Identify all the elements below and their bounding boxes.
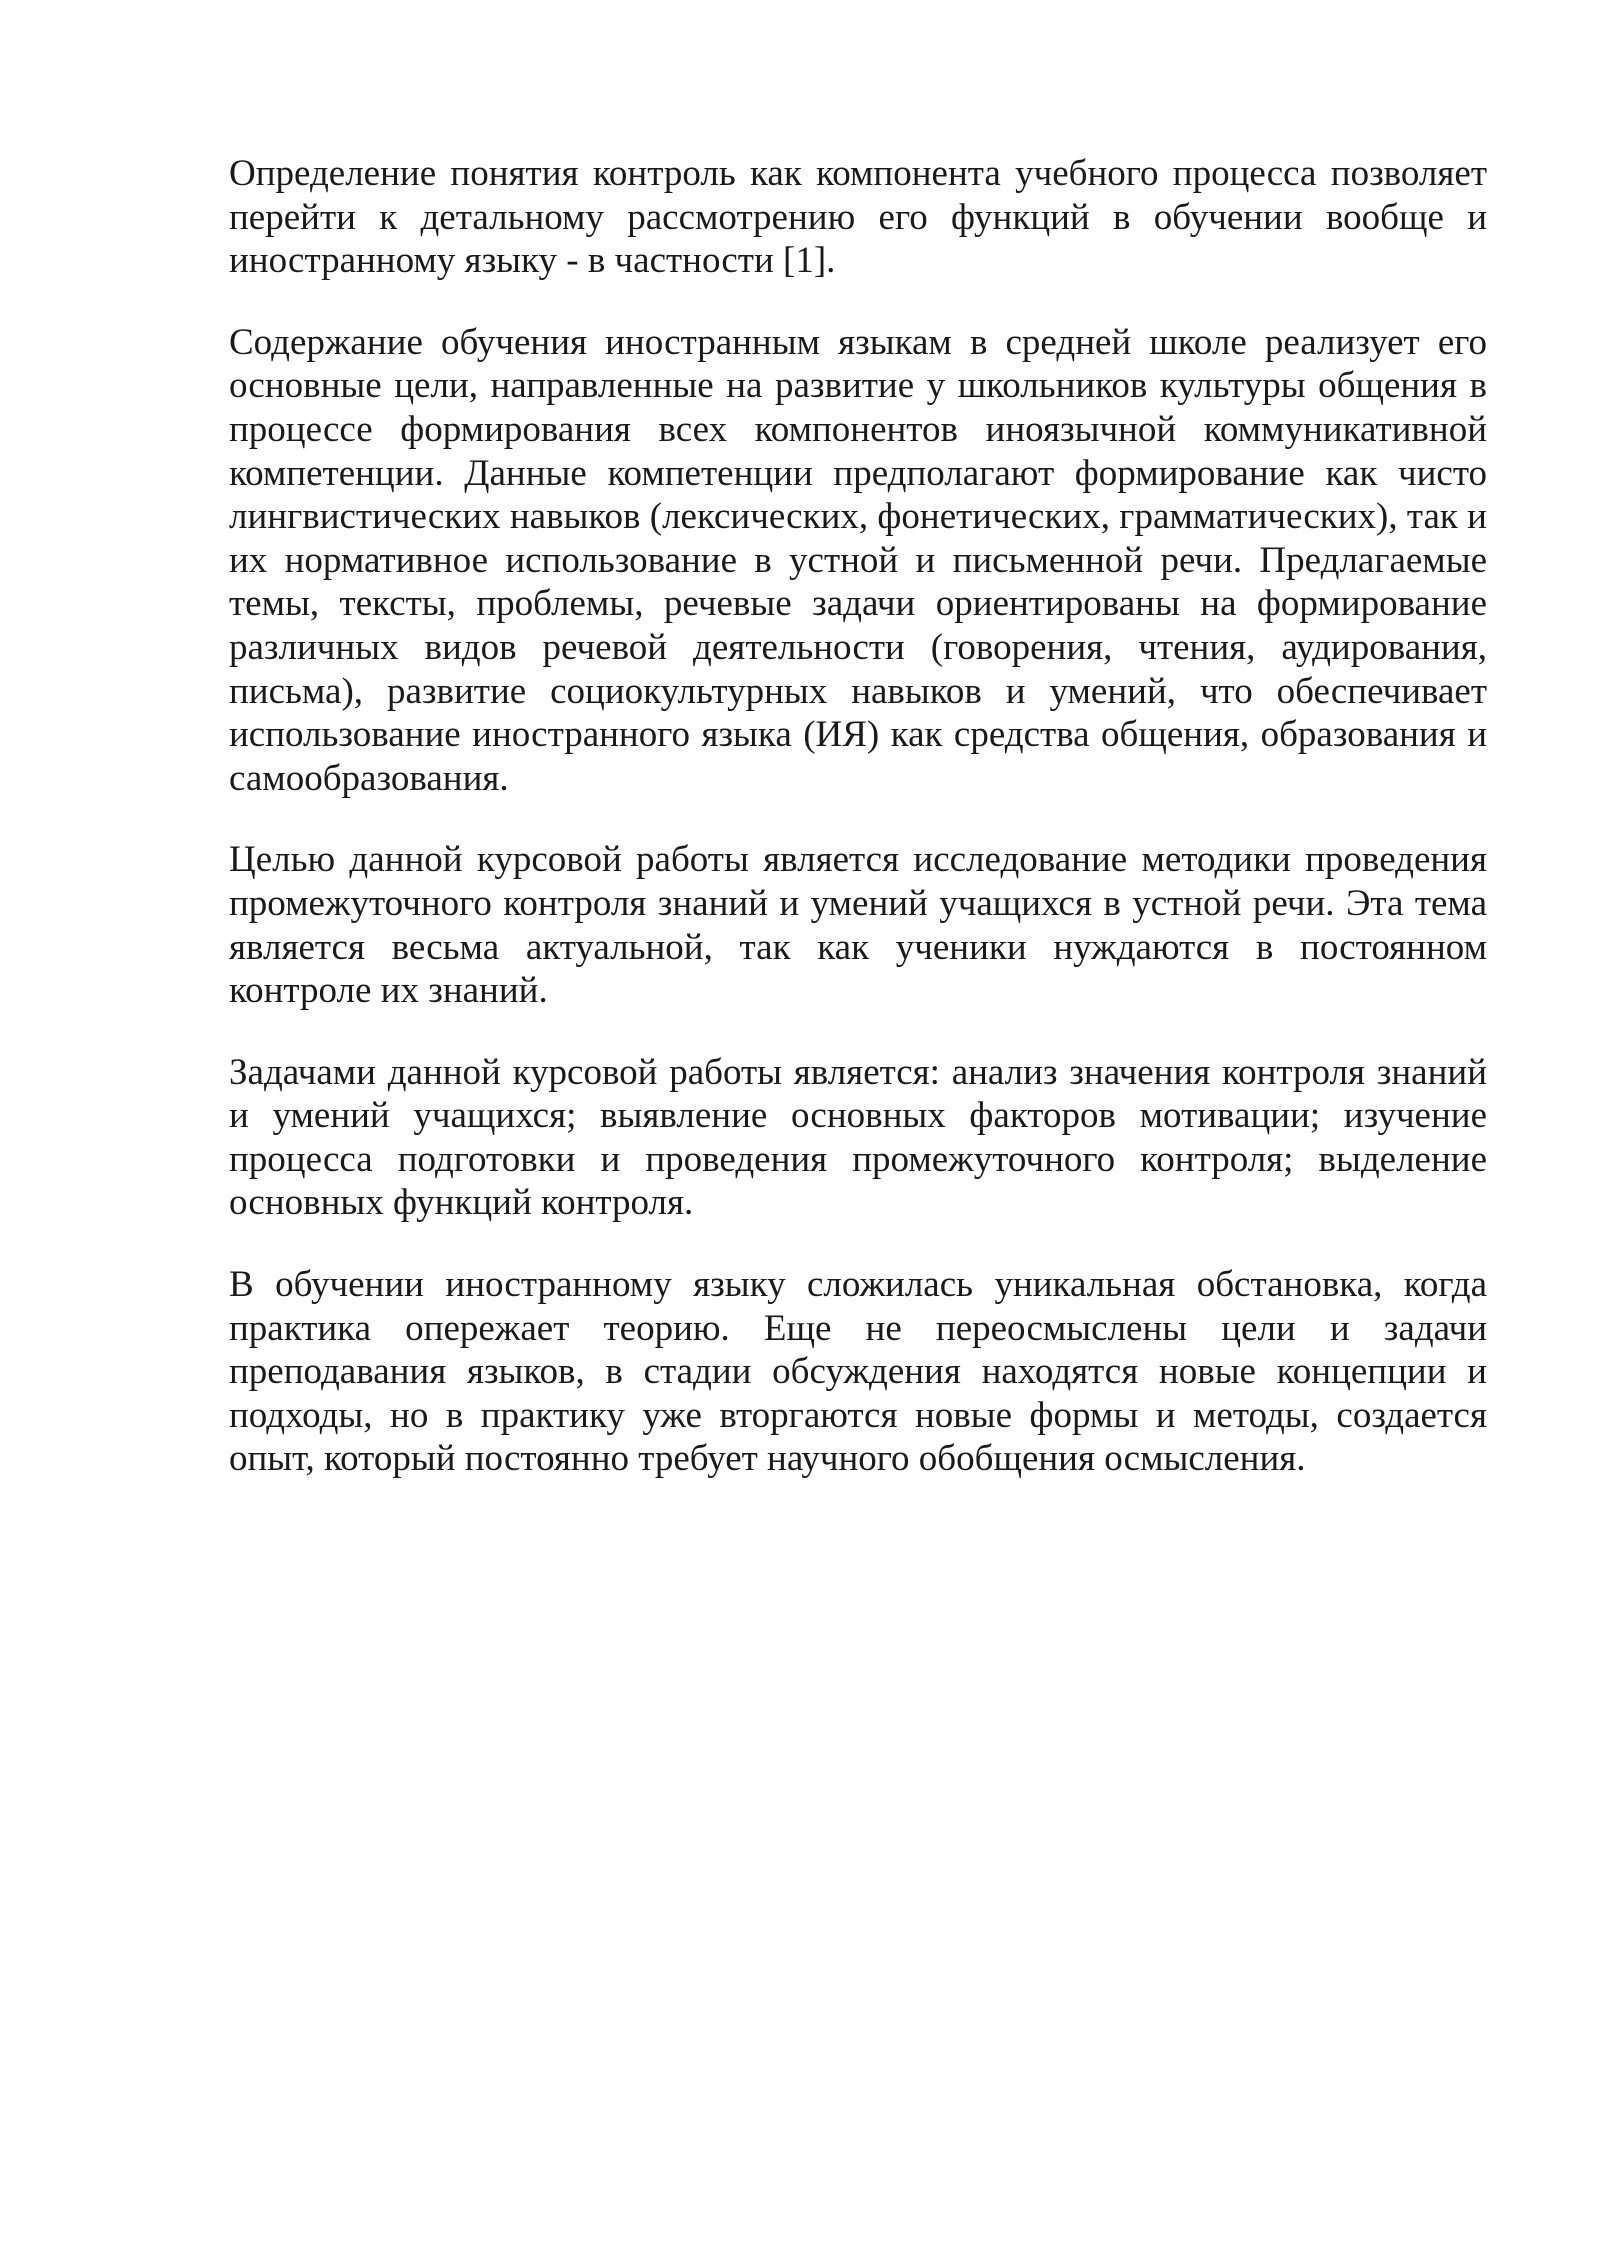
paragraph-goal: Целью данной курсовой работы является исследование методики проведения промежуточного контроля знаний и умений учащихся в устной речи. Эта тема является весьма актуальной, так как ученики нуждаются в постоянном контроле их знаний.: [229, 839, 1487, 1012]
paragraph-situation: В обучении иностранному языку сложилась уникальная обстановка, когда практика опережает теорию. Еще не переосмыслены цели и задачи преподавания языков, в стадии обсуждения находятся новые концепции и подходы, но в практику уже вторгаются новые формы и методы, создается опыт, который постоянно требует научного обобщения осмысления.: [229, 1264, 1487, 1480]
paragraph-tasks: Задачами данной курсовой работы является: анализ значения контроля знаний и умений учащихся; выявление основных факторов мотивации; изучение процесса подготовки и проведения промежуточного контроля; выделение основных функций контроля.: [229, 1051, 1487, 1224]
document-body: [229, 152, 1487, 1519]
paragraph-content: Содержание обучения иностранным языкам в средней школе реализует его основные цели, направленные на развитие у школьников культуры общения в процессе формирования всех компонентов иноязычной коммуникативной компетенции. Данные компетенции предполагают формирование как чисто лингвистических навыков (лексических, фонетических, грамматических), так и их нормативное использование в устной и письменной речи. Предлагаемые темы, тексты, проблемы, речевые задачи ориентированы на формирование различных видов речевой деятельности (говорения, чтения, аудирования, письма), развитие социокультурных навыков и умений, что обеспечивает использование иностранного языка (ИЯ) как средства общения, образования и самообразования.: [229, 321, 1487, 799]
paragraph-intro: Определение понятия контроль как компонента учебного процесса позволяет перейти к детальному рассмотрению его функций в обучении вообще и иностранному языку - в частности [1].: [229, 153, 1487, 282]
